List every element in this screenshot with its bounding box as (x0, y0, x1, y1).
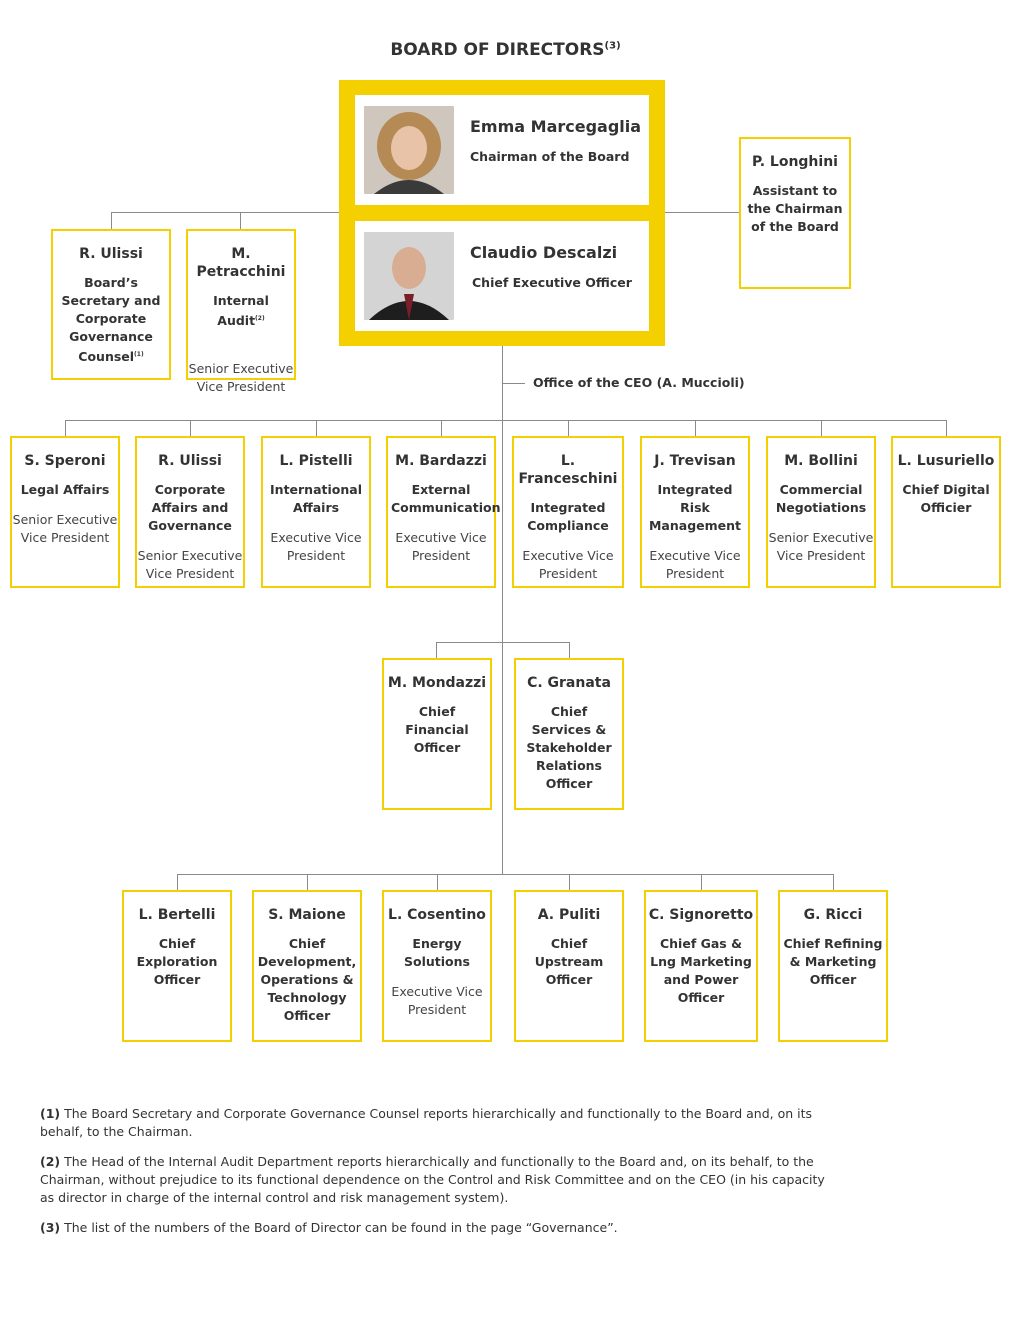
person-photo-man (364, 232, 454, 320)
person-name: L. Bertelli (138, 907, 216, 923)
org-box-assistant[interactable] (739, 137, 851, 289)
footnote-1: (1) The Board Secretary and Corporate Governance Counsel reports hierarchically and functionally to the Board and, on its behalf, to the Chairman. (40, 1106, 813, 1139)
org-box-row3-4[interactable] (644, 890, 758, 1042)
executive-block (339, 80, 665, 346)
person-role: Energy Solutions (404, 936, 470, 969)
ceo-card[interactable] (355, 221, 649, 331)
org-box-row3-1[interactable] (252, 890, 362, 1042)
chairman-title: Chairman of the Board (470, 149, 630, 164)
person-photo-woman (364, 106, 454, 194)
org-box-row3-3[interactable] (514, 890, 624, 1042)
person-name: C. Granata (527, 675, 611, 691)
person-name: M. Petracchini (196, 246, 286, 280)
connector (569, 874, 570, 890)
ceo-title: Chief Executive Officer (472, 275, 632, 290)
connector (436, 642, 569, 643)
connector (65, 420, 947, 421)
person-name: S. Maione (268, 907, 346, 923)
connector (695, 420, 696, 436)
org-box-row2-0[interactable] (382, 658, 492, 810)
org-box-row1-7[interactable] (891, 436, 1001, 588)
person-role: Commercial Negotiations (775, 482, 867, 515)
person-name: R. Ulissi (158, 453, 222, 469)
connector (111, 212, 112, 229)
connector (177, 874, 833, 875)
person-role: External Communication (391, 482, 501, 515)
person-name: M. Mondazzi (387, 675, 487, 691)
connector (821, 420, 822, 436)
person-role: Chief Refining & Marketing Officer (783, 936, 883, 987)
connector (701, 874, 702, 890)
person-rank: Executive Vice President (395, 530, 487, 563)
person-role: Assistant to the Chairman of the Board (747, 183, 843, 234)
person-name: M. Bardazzi (395, 453, 487, 469)
person-name: M. Bollini (784, 453, 858, 469)
org-box-row1-2[interactable] (261, 436, 371, 588)
org-box-row2-1[interactable] (514, 658, 624, 810)
person-rank: Senior Executive Vice President (188, 361, 294, 395)
person-role: Board’s Secretary and Corporate Governance Counsel$^{(1)}$ (61, 275, 161, 365)
connector (437, 874, 438, 890)
office-of-ceo-label: Office of the CEO (A. Muccioli) (533, 375, 745, 390)
person-role: Integrated Risk Management (648, 482, 741, 533)
connector (177, 874, 178, 890)
connector (436, 642, 437, 658)
connector (240, 212, 241, 229)
person-rank: Senior Executive Vice President (12, 512, 118, 545)
org-box-row3-5[interactable] (778, 890, 888, 1042)
connector (502, 346, 503, 875)
connector (569, 642, 570, 658)
person-role: Integrated Compliance (527, 500, 609, 533)
person-name: R. Ulissi (79, 246, 143, 262)
person-rank: Executive Vice President (649, 548, 741, 581)
person-role: International Affairs (270, 482, 362, 515)
connector (307, 874, 308, 890)
person-name: L. Franceschini (518, 453, 618, 487)
person-name: C. Signoretto (648, 907, 754, 923)
person-role: Legal Affairs (20, 482, 110, 497)
person-role: Chief Exploration Officer (136, 936, 218, 987)
person-role: Chief Services & Stakeholder Relations Officer (526, 704, 612, 791)
connector (190, 420, 191, 436)
org-box-row3-2[interactable] (382, 890, 492, 1042)
chairman-name: Emma Marcegaglia (470, 117, 642, 136)
person-role: Chief Digital Officier (902, 482, 990, 515)
org-box-internal-audit[interactable] (186, 229, 296, 395)
person-name: L. Cosentino (388, 907, 486, 923)
person-name: L. Lusuriello (897, 453, 995, 469)
connector (316, 420, 317, 436)
connector (833, 874, 834, 890)
org-box-row1-4[interactable] (512, 436, 624, 588)
org-box-row1-1[interactable] (135, 436, 245, 588)
org-box-board-secretary[interactable] (51, 229, 171, 380)
person-name: L. Pistelli (279, 453, 353, 469)
person-rank: Executive Vice President (522, 548, 614, 581)
org-box-row1-6[interactable] (766, 436, 876, 588)
person-rank: Executive Vice President (391, 984, 483, 1017)
person-role: Chief Upstream Officer (534, 936, 604, 987)
org-box-row1-0[interactable] (10, 436, 120, 588)
person-name: S. Speroni (24, 453, 106, 469)
chairman-card[interactable] (355, 95, 649, 205)
org-box-row3-0[interactable] (122, 890, 232, 1042)
footnote-2: (2) The Head of the Internal Audit Department reports hierarchically and functionally to the Board and, on its behalf, to the Chairman, without prejudice to its functional dependence on the Control and Risk Committee and on the CEO (in his capacity as director in charge of the internal control and risk management system). (40, 1154, 825, 1205)
person-name: J. Trevisan (654, 453, 736, 469)
person-role: Internal Audit$^{(2)}$ (213, 293, 269, 329)
connector (441, 420, 442, 436)
footnotes (40, 1105, 840, 1249)
person-rank: Senior Executive Vice President (768, 530, 874, 563)
page-title: BOARD OF DIRECTORS$^{(3)}$ (390, 40, 621, 60)
connector (568, 420, 569, 436)
org-box-row1-3[interactable] (386, 436, 501, 588)
person-name: P. Longhini (752, 154, 838, 170)
ceo-name: Claudio Descalzi (470, 243, 618, 262)
person-role: Chief Financial Officer (405, 704, 469, 755)
connector (111, 212, 339, 213)
footnote-3: (3) The list of the numbers of the Board of Director can be found in the page “Governance”. (40, 1220, 618, 1235)
person-name: A. Puliti (537, 907, 601, 923)
connector (502, 383, 525, 384)
connector (946, 420, 947, 436)
org-box-row1-5[interactable] (640, 436, 750, 588)
connector (65, 420, 66, 436)
person-role: Chief Development, Operations & Technology Officer (257, 936, 357, 1023)
person-rank: Executive Vice President (270, 530, 362, 563)
person-rank: Senior Executive Vice President (137, 548, 243, 581)
person-name: G. Ricci (803, 907, 863, 923)
person-role: Chief Gas & Lng Marketing and Power Officer (650, 936, 752, 1005)
person-role: Corporate Affairs and Governance (148, 482, 232, 533)
